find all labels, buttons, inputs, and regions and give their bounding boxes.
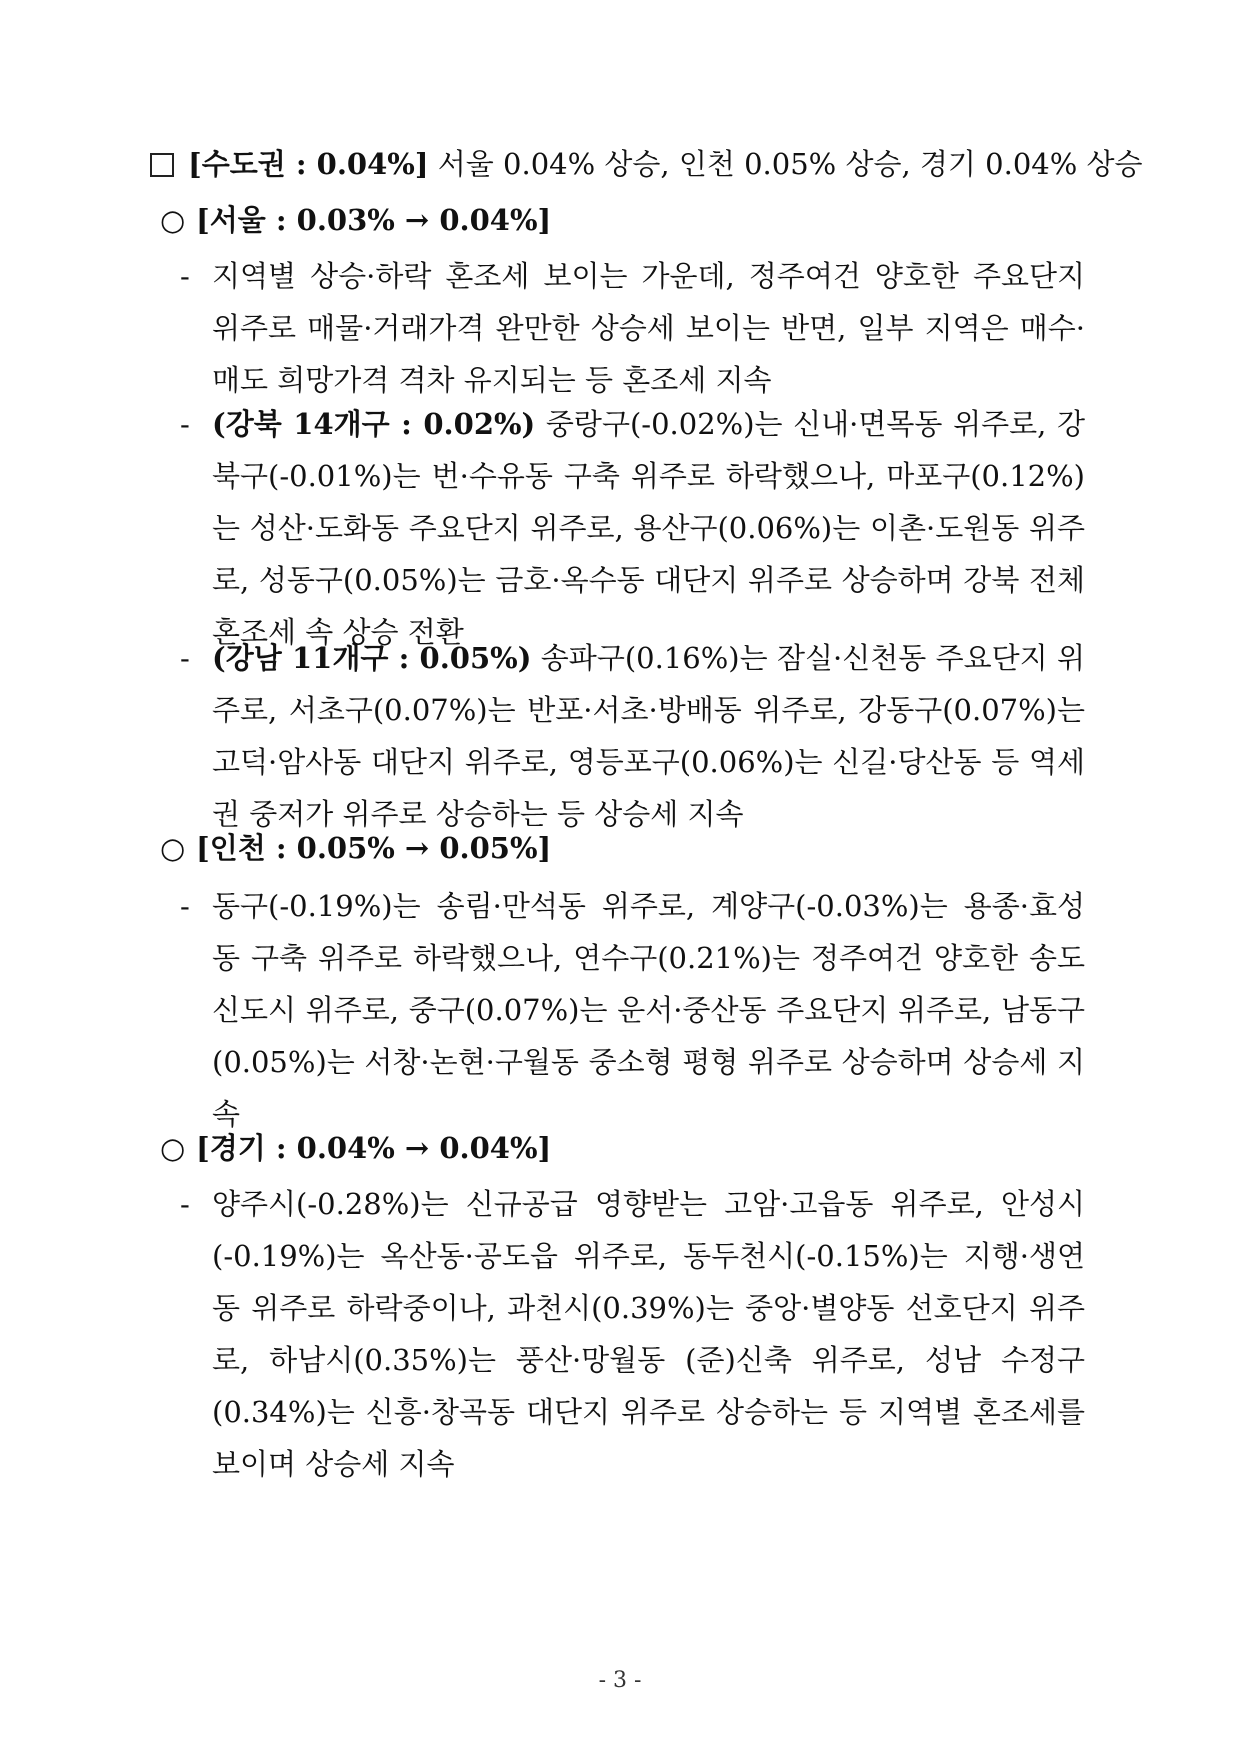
gyeonggi-title: [경기 : 0.04% → 0.04%]: [196, 1131, 552, 1165]
capital-region-label: [수도권 : 0.04%]: [188, 147, 429, 181]
circle-bullet-icon: ○: [160, 831, 186, 865]
gangnam-label: (강남 11개구 : 0.05%): [212, 641, 532, 675]
incheon-item: [180, 880, 1085, 1140]
dash-bullet: -: [180, 641, 190, 675]
gangnam-text: 송파구(0.16%)는 잠실·신천동 주요단지 위주로, 서초구(0.07%)는 반포·서초·방배동 위주로, 강동구(0.07%)는 고덕·암사동 대단지 위주로, 영등포구(0.06%)는 신길·당산동 등 역세권 중저가 위주로 상승하는 등 상승세 지속: [212, 641, 1085, 831]
capital-region-heading: [150, 144, 1143, 184]
gyeonggi-item: [180, 1178, 1085, 1490]
circle-bullet-icon: ○: [160, 203, 186, 237]
gyeonggi-section-title: [160, 1128, 551, 1168]
capital-region-summary: 서울 0.04% 상승, 인천 0.05% 상승, 경기 0.04% 상승: [428, 147, 1143, 181]
seoul-title: [서울 : 0.03% → 0.04%]: [196, 203, 552, 237]
checkbox-square-icon: [150, 153, 174, 177]
page-number: - 3 -: [598, 1668, 642, 1693]
dash-bullet: -: [180, 259, 190, 293]
seoul-section-title: [160, 200, 551, 240]
seoul-item-overview: [180, 250, 1085, 406]
seoul-overview-text: 지역별 상승·하락 혼조세 보이는 가운데, 정주여건 양호한 주요단지 위주로 매물·거래가격 완만한 상승세 보이는 반면, 일부 지역은 매수·매도 희망가격 격차 유지되는 등 혼조세 지속: [212, 259, 1085, 397]
gangbuk-text: 중랑구(-0.02%)는 신내·면목동 위주로, 강북구(-0.01%)는 번·수유동 구축 위주로 하락했으나, 마포구(0.12%)는 성산·도화동 주요단지 위주로, 용산구(0.06%)는 이촌·도원동 위주로, 성동구(0.05%)는 금호·옥수동 대단지 위주로 상승하며 강북 전체 혼조세 속 상승 전환: [212, 407, 1085, 649]
seoul-item-gangbuk: [180, 398, 1085, 658]
circle-bullet-icon: ○: [160, 1131, 186, 1165]
dash-bullet: -: [180, 407, 190, 441]
incheon-title: [인천 : 0.05% → 0.05%]: [196, 831, 552, 865]
incheon-text: 동구(-0.19%)는 송림·만석동 위주로, 계양구(-0.03%)는 용종·효성동 구축 위주로 하락했으나, 연수구(0.21%)는 정주여건 양호한 송도신도시 위주로, 중구(0.07%)는 운서·중산동 주요단지 위주로, 남동구(0.05%)는 서창·논현·구월동 중소형 평형 위주로 상승하며 상승세 지속: [212, 889, 1085, 1131]
gangbuk-label: (강북 14개구 : 0.02%): [212, 407, 536, 441]
dash-bullet: -: [180, 889, 190, 923]
incheon-section-title: [160, 828, 551, 868]
seoul-item-gangnam: [180, 632, 1085, 840]
dash-bullet: -: [180, 1187, 190, 1221]
gyeonggi-text: 양주시(-0.28%)는 신규공급 영향받는 고암·고읍동 위주로, 안성시(-0.19%)는 옥산동·공도읍 위주로, 동두천시(-0.15%)는 지행·생연동 위주로 하락중이나, 과천시(0.39%)는 중앙·별양동 선호단지 위주로, 하남시(0.35%)는 풍산·망월동 (준)신축 위주로, 성남 수정구(0.34%)는 신흥·창곡동 대단지 위주로 상승하는 등 지역별 혼조세를 보이며 상승세 지속: [212, 1187, 1085, 1481]
